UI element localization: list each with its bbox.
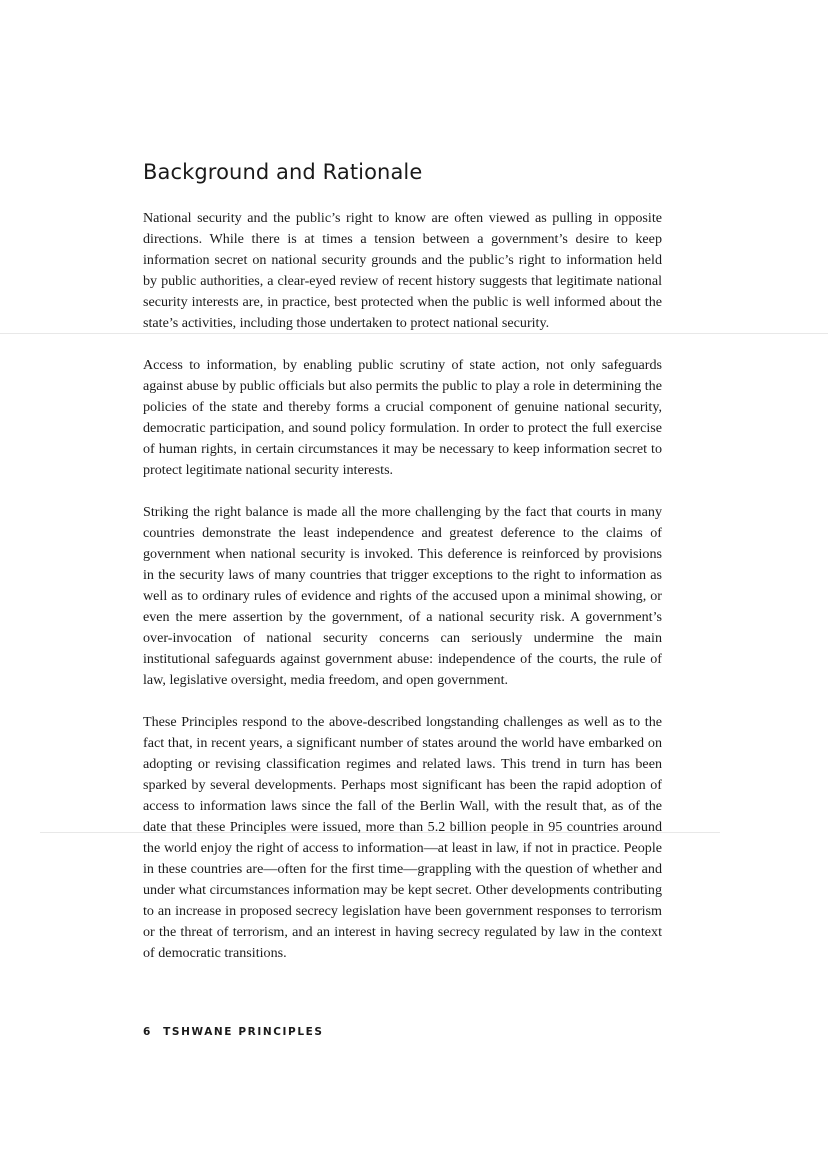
- body-text: [143, 208, 662, 985]
- paragraph: Striking the right balance is made all the more challenging by the fact that courts in many countries demonstrate the least independence and greatest deference to the claims of government when national security is invoked. This deference is reinforced by provisions in the security laws of many countries that trigger exceptions to the right to information as well as to ordinary rules of evidence and rights of the accused upon a minimal showing, or even the mere assertion by the government, of a national security risk. A government’s over-invocation of national security concerns can seriously undermine the main institutional safeguards against government abuse: independence of the courts, the rule of law, legislative oversight, media freedom, and open government.: [143, 504, 662, 688]
- paragraph: Access to information, by enabling public scrutiny of state action, not only safeguards against abuse by public officials but also permits the public to play a role in determining the policies of the state and thereby forms a crucial component of genuine national security, democratic participation, and sound policy formulation. In order to protect the full exercise of human rights, in certain circumstances it may be necessary to keep information secret to protect legitimate national security interests.: [143, 357, 662, 478]
- paragraph: These Principles respond to the above-described longstanding challenges as well as to the fact that, in recent years, a significant number of states around the world have embarked on adopting or revising classification regimes and related laws. This trend in turn has been sparked by several developments. Perhaps most significant has been the rapid adoption of access to information laws since the fall of the Berlin Wall, with the result that, as of the date that these Principles were issued, more than 5.2 billion people in 95 countries around the world enjoy the right of access to information—at least in law, if not in practice. People in these countries are—often for the first time—grappling with the question of whether and under what circumstances information may be kept secret. Other developments contributing to an increase in proposed secrecy legislation have been government responses to terrorism or the threat of terrorism, and an interest in having secrecy regulated by law in the context of democratic transitions.: [143, 714, 662, 961]
- section-heading: Background and Rationale: [143, 160, 423, 184]
- paragraph: National security and the public’s right to know are often viewed as pulling in opposite directions. While there is at times a tension between a government’s desire to keep information secret on national security grounds and the public’s right to information held by public authorities, a clear-eyed review of recent history suggests that legitimate national security interests are, in practice, best protected when the public is well informed about the state’s activities, including those undertaken to protect national security.: [143, 210, 662, 331]
- page-number: 6: [143, 1026, 152, 1038]
- running-title: TSHWANE PRINCIPLES: [163, 1026, 324, 1038]
- page-footer: [143, 1026, 324, 1038]
